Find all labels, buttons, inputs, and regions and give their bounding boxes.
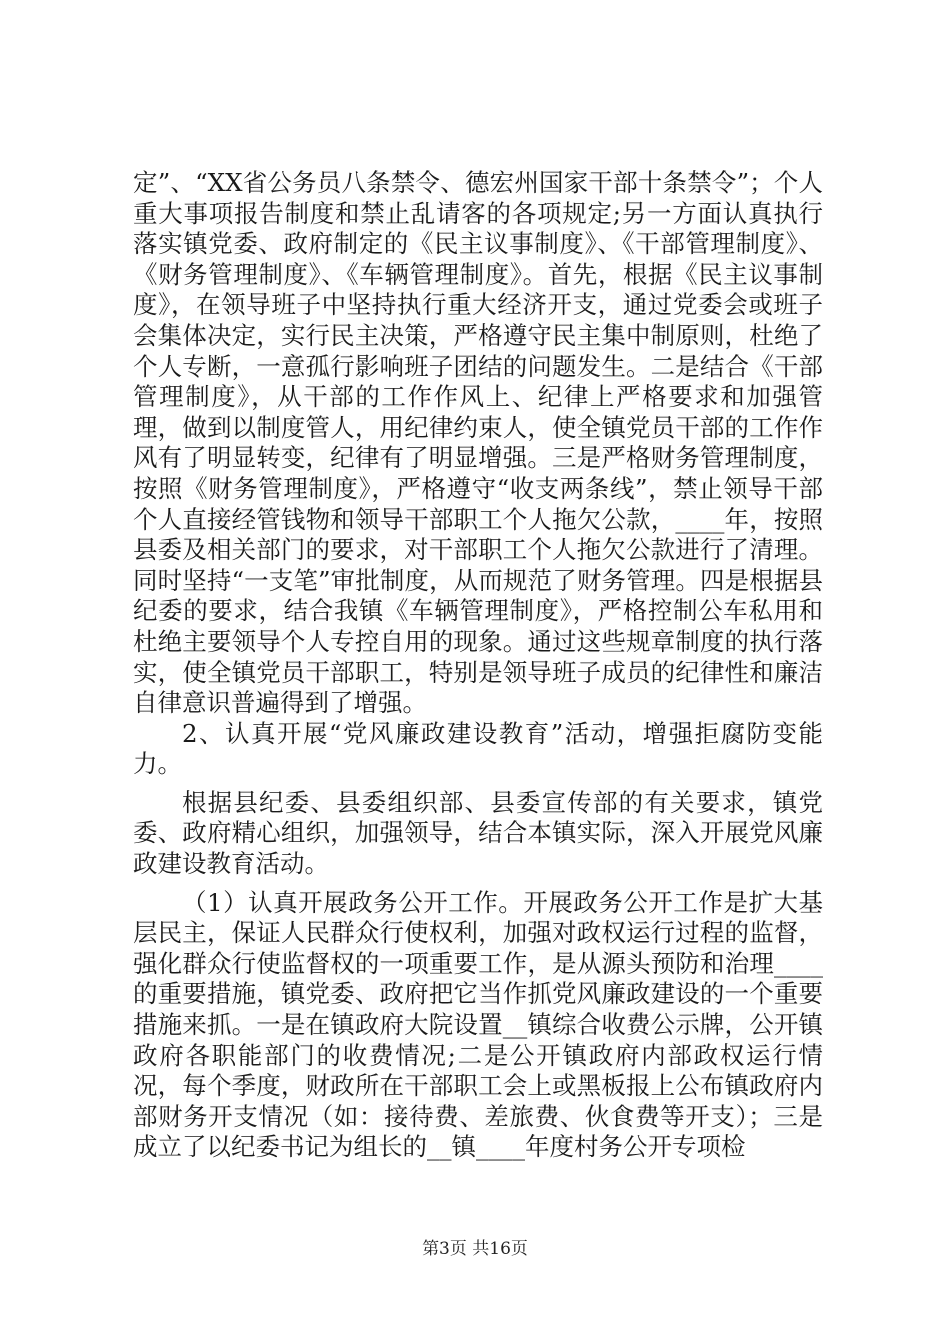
paragraph-education-intro: 根据县纪委、县委组织部、县委宣传部的有关要求，镇党委、政府精心组织，加强领导，结合本镇实际，深入开展党风廉政建设教育活动。 xyxy=(133,787,823,879)
paragraph-regulations: 定”、“XX省公务员八条禁令、德宏州国家干部十条禁令”；个人重大事项报告制度和禁止乱请客的各项规定;另一方面认真执行落实镇党委、政府制定的《民主议事制度》、《干部管理制度》、《财务管理制度》、《车辆管理制度》。首先，根据《民主议事制度》，在领导班子中坚持执行重大经济开支，通过党委会或班子会集体决定，实行民主决策，严格遵守民主集中制原则，杜绝了个人专断，一意孤行影响班子团结的问题发生。二是结合《干部管理制度》，从干部的工作作风上、纪律上严格要求和加强管理，做到以制度管人，用纪律约束人，使全镇党员干部的工作作风有了明显转变，纪律有了明显增强。三是严格财务管理制度，按照《财务管理制度》，严格遵守“收支两条线”，禁止领导干部个人直接经管钱物和领导干部职工个人拖欠公款，____年，按照县委及相关部门的要求，对干部职工个人拖欠公款进行了清理。同时坚持“一支笔”审批制度，从而规范了财务管理。四是根据县纪委的要求，结合我镇《车辆管理制度》，严格控制公车私用和杜绝主要领导个人专控自用的现象。通过这些规章制度的执行落实，使全镇党员干部职工，特别是领导班子成员的纪律性和廉洁自律意识普遍得到了增强。 xyxy=(133,168,823,718)
paragraph-heading-education: 2、认真开展“党风廉政建设教育”活动，增强拒腐防变能力。 xyxy=(133,718,823,779)
paragraph-government-affairs: （1）认真开展政务公开工作。开展政务公开工作是扩大基层民主，保证人民群众行使权利，加强对政权运行过程的监督，强化群众行使监督权的一项重要工作，是从源头预防和治理____的重要措施，镇党委、政府把它当作抓党风廉政建设的一个重要措施来抓。一是在镇政府大院设置__镇综合收费公示牌，公开镇政府各职能部门的收费情况;二是公开镇政府内部政权运行情况，每个季度，财政所在干部职工会上或黑板报上公布镇政府内部财务开支情况（如：接待费、差旅费、伙食费等开支）；三是成立了以纪委书记为组长的__镇____年度村务公开专项检 xyxy=(133,887,823,1162)
document-body xyxy=(133,168,823,1163)
page-footer: 第3页 共16页 xyxy=(422,1239,528,1259)
